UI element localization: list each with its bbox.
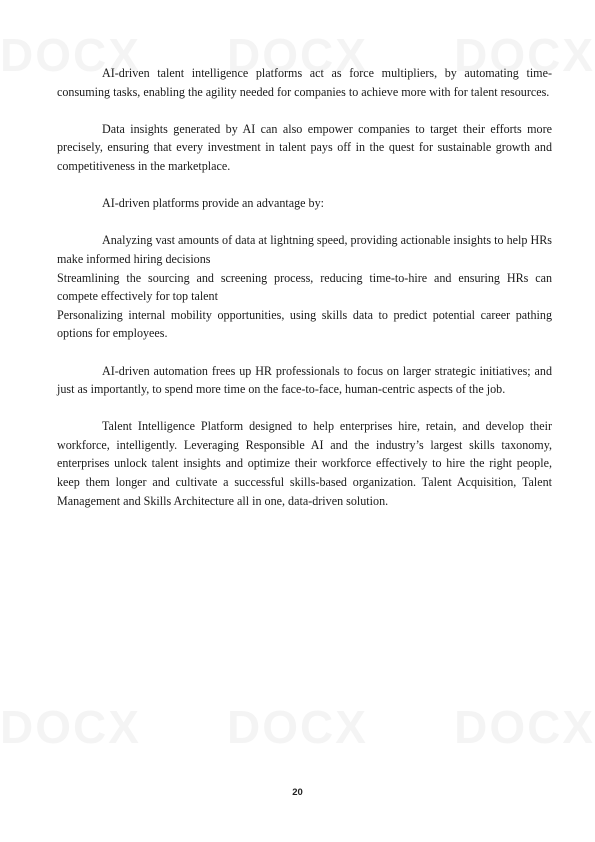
list-item-streamlining: Streamlining the sourcing and screening process, reducing time-to-hire and ensuring HRs can compete effectively for top talent xyxy=(57,270,552,304)
paragraph-force-multipliers: AI-driven talent intelligence platforms act as force multipliers, by automating time-consuming tasks, enabling the agility needed for companies to achieve more with for talent resources. xyxy=(57,66,552,99)
list-item-analyzing: Analyzing vast amounts of data at lightning speed, providing actionable insights to help HRs make informed hiring decisions xyxy=(57,233,552,266)
watermark-text xyxy=(227,700,368,754)
paragraph-data-insights: Data insights generated by AI can also empower companies to target their efforts more precisely, ensuring that every investment in talent pays off in the quest for sustainable growth and competitiveness in the marketplace. xyxy=(57,121,552,173)
page-number: 20 xyxy=(292,787,303,798)
paragraph-automation: AI-driven automation frees up HR professionals to focus on larger strategic initiatives; and just as importantly, to spend more time on the face-to-face, human-centric aspects of the job. xyxy=(57,363,552,397)
list-item-personalizing: Personalizing internal mobility opportunities, using skills data to predict potential career pathing options for employees. xyxy=(57,307,552,341)
paragraph-advantage-intro: AI-driven platforms provide an advantage by: xyxy=(102,196,324,211)
watermark-row-bottom xyxy=(0,700,595,754)
body-text xyxy=(57,64,552,529)
watermark-text xyxy=(0,700,141,754)
watermark-text xyxy=(454,700,595,754)
paragraph-platform: Talent Intelligence Platform designed to help enterprises hire, retain, and develop their workforce, intelligently. Leveraging Responsible AI and the industry’s largest skills taxonomy, enterprises unlock talent insights and optimize their workforce effectively to hire the right people, keep them longer and cultivate a successful skills-based organization. Talent Acquisition, Talent Management and Skills Architecture all in one, data-driven solution. xyxy=(57,419,552,508)
advantage-list xyxy=(57,231,552,343)
